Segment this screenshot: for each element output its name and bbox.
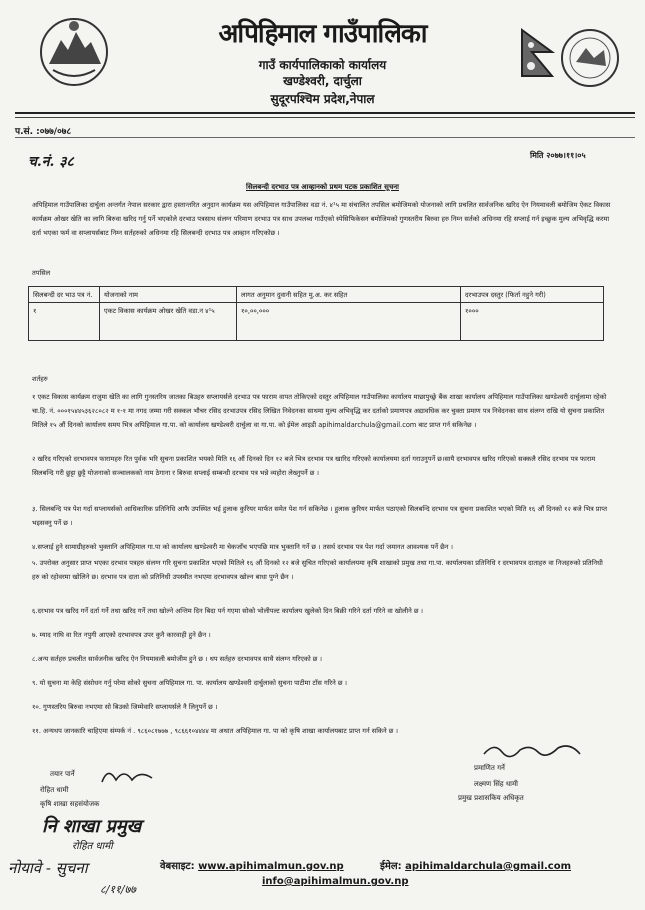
col-header-project: योजनाको नाम [100, 287, 237, 303]
office-name-heading: अपिहिमाल गाउँपालिका [218, 19, 427, 49]
col-header-serial: सिलबन्दी दर भाउ पत्र नं. [29, 287, 100, 303]
email-line [380, 858, 571, 872]
website-label: वेबसाइट: [160, 861, 199, 872]
intro-paragraph: अपिहिमाल गाउँपालिका दार्चुला अन्तर्गत नेपाल सरकार द्वारा हस्तान्तरित अनुदान कार्यक्रम यस अपिहिमाल गाउँपालिका वडा नं. ४¹५ मा संचालित तपसिल बमोजिमको योजनाको लागि प्रचलित सार्वजनिक खरिद ऐन नियमावली बमोजिम ऐकट विकास कार्यक्रम ओखर खेति का लागि बिरुवा खरिद गर्नु पर्ने भएकोले दरभाउ पत्रसाथ संलग्न परिमाण दरभाउ पत्र साथ उपलब्ध गाउँएको स्पेसिफिकेसन बमोजिमको गुणस्तरीय बिरुवा हरु निम्न सर्तको अधिनमा रहि सप्लाई गर्न इच्छुक मुल्य अभिवृद्धि करमा दर्ता भएका फर्म वा सप्लायर्सबाट निम्न सर्तहरुको अधिनमा रहि सिलबन्दी दरभाउ पत्र आव्हान गरिएकोछ । [32, 201, 611, 237]
office-line-3: सुदूरपश्चिम प्रदेश,नेपाल [270, 92, 375, 106]
cell-cost: १०,००,००० [237, 303, 461, 341]
branch-head-handwritten: नि शाखा प्रमुख [42, 816, 142, 837]
office-line-2: खण्डेश्वरी, दार्चुला [283, 74, 362, 88]
condition-8: ८.अन्य सर्तहरु प्रचलीत सार्वजनीक खरिद ऐन नियमावली बमोजीम हुने छ । थप सर्तहरु दरभावपत्र साथै संलग्न गरिएको छ । [32, 655, 322, 663]
preparer-role: तयार पार्ने [50, 770, 75, 778]
condition-5: ५. उपरोक्त अनुसार प्राप्त भएका दरभाव पत्रहरु संलग्न गरि सुचना प्रकाशित भएको मितिले १६ औं दिनको १२ बजे सुचित गरिएको कार्यालयमा कृषि शाखाको प्रमुख तथा गा.पा. कार्यालयका प्रतिनिधि र दरभावपत्र दाताहरु वा निजहरुको प्रतिनिधी हरु को रहोवरमा खोलिने छ। दरभाव पत्र दाता को प्रतिनिधी उपस्थीत नभएमा दरभावपत्र खोल्न बाधा पुग्ने छैन । [32, 559, 603, 581]
cell-project: एकट विकास कार्यक्रम ओखर खेति वडा.न ४¹५ [100, 303, 237, 341]
cell-serial: १ [29, 303, 100, 341]
notice-handwritten: नोयावे - सुचना [8, 859, 88, 877]
website-line [160, 858, 344, 872]
condition-11: ११. अन्यथप जानकारि चाहिएमा संम्पर्क नं . ९८६०८१७७७ , ९८६६१०४४४४ मा अथात अपिहिमाल गा. पा को कृषि शाखा कार्यालयबाट प्राप्त गर्न सकिने छ । [32, 727, 398, 735]
branch-head-name-handwritten: रोहित धामी [72, 841, 113, 852]
nepal-government-emblem [35, 12, 113, 90]
notice-title: सिलबन्दी दरभाउ पत्र आव्हानको प्रथम पटक प्रकाशित सूचना [246, 183, 399, 191]
website-link[interactable]: www.apihimalmun.gov.np [198, 861, 344, 872]
condition-2: २ खरिद गरिएको दरभावपत्र फारामहरु रित पुर्वक भरि सुचना प्रकाशित भयको मिति १६ औं दिनको दिन १२ बजे भित्र दरभाव पत्र खारिद गरिएको कार्यालयमा दर्ता गराउनुपर्ने छ।सायै दरभावपत्र खरिद गरिएको सक्कलै रसिद दरभाव पत्र फाराम सिलबन्दि गरी छुट्टा छुट्टै योजनाको सञ्चालकको नाम ठेगाना र बिरुवा सप्लाई सम्बन्धी दरभाव पत्र भन्ने व्यहोरा लेख्नुपर्ने छ । [32, 455, 596, 477]
office-line-1: गाउँ कार्यपालिकाको कार्यालय [258, 58, 387, 72]
preparer-name: रोहित धामी [40, 786, 69, 794]
approver-title: प्रमुख प्रशासकिय अधिकृत [458, 794, 524, 802]
tender-table [28, 286, 604, 341]
condition-7: ७. म्याद नाघि वा रित नपुगी आएको दरभावपत्र उपर कुनै कारवाही हुने छैन । [32, 631, 211, 639]
condition-3: ३. सिलबन्दि पत्र पेश गर्दा सप्लायर्सको आधिकारिक प्रतिनिधि आफै उपस्थित भई हुलाक कुरियर मार्फत समेत पेश गर्न सकिनेछ । हुलाक कुरियर मार्फत पठाएको सिलबन्दि दरभाव पत्र सुचना प्रकाशित भएको मिति १६ औं दिनको १२ बजे भित्र प्राप्त भइसक्नु पर्ने छ । [32, 505, 608, 527]
meta-rule [15, 137, 635, 138]
fiscal-year-ref: प.सं. :०७७/०७८ [15, 127, 72, 137]
approver-signature [480, 738, 590, 762]
letter-date: मिति २०७७।११।०५ [530, 151, 586, 160]
condition-4: ४.सप्लाई हुने सामाग्रीहरुको भुक्तानि अपिहिमाल गा.पा को कार्यालय खण्डेश्वरी मा चेकजाँच भएपछि मात्र भुक्तानि गर्ने छ । तसर्थ दरभाव पत्र पेश गर्दा जमानत आवश्यक पर्ने छैन । [32, 543, 453, 551]
table-row [29, 303, 604, 341]
email-link[interactable]: apihimaldarchula@gmail.com [405, 861, 572, 872]
condition-1: १ एकट विकास कार्यक्रम राजुमा खेति का लागि गुनस्तरिय जातका बिउहरु सप्लायर्सले दरभाउ पत्र फाराम वापत तोकिएको दस्तुर अपिहिमाल गाउँपालिका कार्यालय माछापुच्छ्रे बैंक शाखा कार्यालय अपिहिमाल गाउँपालिका खण्डेश्वरी दार्चुलामा रहेको चा.हि. नं. ०००१५४४५३६२८०८२ म १-१ मा नगद जम्मा गरी सक्कल भौचर रसिद दरभाउपत्र रसिद लिखित निवेदनका साथमा मुल्य अभिवृद्धि कर दर्ताको प्रमाणपत्र अद्यावधिक कर चुक्ता प्रमाण पत्र निवेदनका साथ संलग्न राखि यो सुचना प्रकाशित मितिले १५ औं दिनको कार्यालय समय भित्र अपिहिमाल गा.पा. को कार्यालय खण्डेश्वरी दार्चुला वा गा.पा. को ईमेल आइडी apihimaldarchula@gmail.com बाट प्राप्त गर्न सकिनेछ । [32, 393, 607, 429]
approver-role: प्रमाणित गर्ने [474, 764, 505, 772]
header-rule-thin [15, 117, 635, 118]
condition-9: ९. यो सुचना मा केहि संसोधन गर्नु परेमा सोको सुचना अपिहिमाल गा. पा. कार्यालय खण्डेश्वरी दार्चुलाको सुचना पाटीमा टाँस गरिने छ । [32, 679, 348, 687]
condition-10: १०. गुणस्तरिय बिरुवा नभएमा सो बिउको जिम्मेवारि सप्लायर्सले नै लिनुपर्ने छ । [32, 703, 218, 711]
email-label: ईमेल: [380, 861, 406, 872]
info-email-line [262, 876, 409, 887]
approver-name: लक्ष्मण सिंह धामी [474, 780, 518, 788]
header-rule [15, 112, 635, 114]
cell-fee: १००० [461, 303, 604, 341]
col-header-cost: लागत अनुमान दुवानी सहित मु.अ. कर सहित [237, 287, 461, 303]
conditions-label: शर्तहरु [32, 375, 48, 383]
date-handwritten: ८/११/७७ [100, 883, 137, 896]
info-email-link[interactable]: info@apihimalmun.gov.np [262, 876, 409, 887]
table-header-row [29, 287, 604, 303]
nepal-flag-icon [518, 28, 558, 80]
col-header-fee: दरभाउपत्र दस्तुर (फिर्ता नहुने गरी) [461, 287, 604, 303]
palika-logo [558, 26, 622, 90]
details-label: तपसिल [32, 269, 51, 277]
letter-number: च.नं. ३८ [28, 154, 74, 170]
preparer-title: कृषि शाखा सहसंयोजक [40, 800, 100, 808]
preparer-signature [98, 764, 158, 790]
condition-6: ६.दरभाव पत्र खरिद गर्ने दर्ता गर्ने तथा खरिद गर्ने तथा खोल्ने अन्तिम दिन बिदा पर्न गएमा सोको भोलीपल्ट कार्यालय खुलेको दिन बिक्री गरिने दर्ता गरिने वा खोलीने छ । [32, 607, 424, 615]
